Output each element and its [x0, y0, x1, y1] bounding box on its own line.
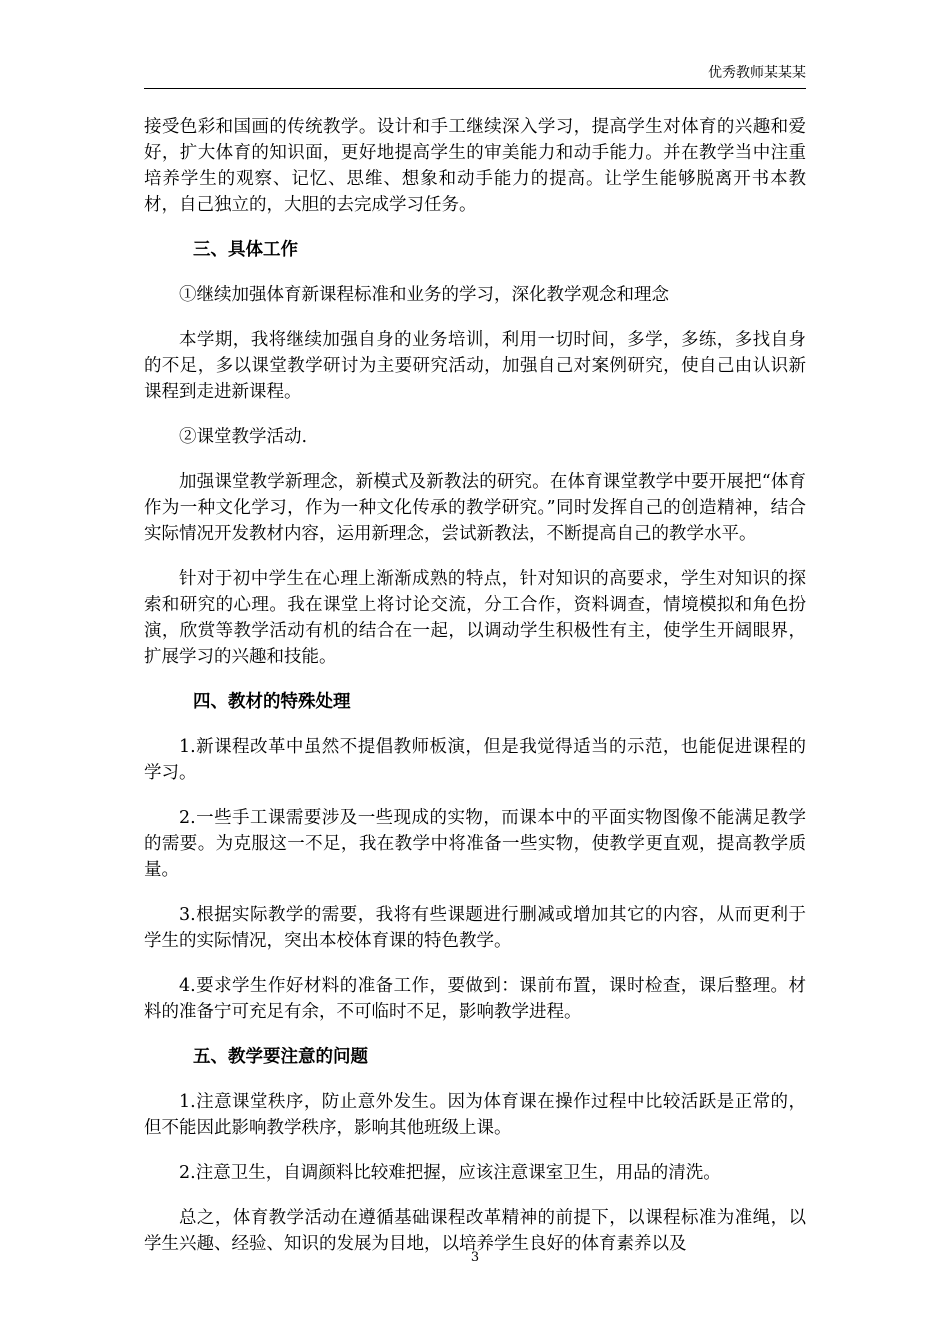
paragraph: ②课堂教学活动. — [179, 427, 308, 447]
paragraph: 加强课堂教学新理念，新模式及新教法的研究。在体育课堂教学中要开展把“体育作为一种文化学习，作为一种文化传承的教学研究。”同时发挥自己的创造精神，结合实际情况开发教材内容，运用新理念，尝试新教法，不断提高自己的教学水平。 — [144, 472, 806, 544]
paragraph: 4.要求学生作好材料的准备工作，要做到：课前布置，课时检查，课后整理。材料的准备宁可充足有余，不可临时不足，影响教学进程。 — [144, 976, 806, 1022]
section-heading: 三、具体工作 — [193, 240, 298, 260]
paragraph: 1.新课程改革中虽然不提倡教师板演，但是我觉得适当的示范，也能促进课程的学习。 — [144, 737, 806, 783]
paragraph: 2.注意卫生，自调颜料比较难把握，应该注意课室卫生，用品的清洗。 — [179, 1163, 721, 1183]
paragraph: 针对于初中学生在心理上渐渐成熟的特点，针对知识的高要求，学生对知识的探索和研究的心理。我在课堂上将讨论交流，分工合作，资料调查，情境模拟和角色扮演，欣赏等教学活动有机的结合在一起，以调动学生积极性有主，使学生开阔眼界，扩展学习的兴趣和技能。 — [144, 569, 806, 667]
header-rule — [144, 88, 806, 89]
paragraph: 本学期，我将继续加强自身的业务培训，利用一切时间，多学，多练，多找自身的不足，多以课堂教学研讨为主要研究活动，加强自己对案例研究，使自己由认识新课程到走进新课程。 — [144, 330, 806, 402]
paragraph: ①继续加强体育新课程标准和业务的学习，深化教学观念和理念 — [179, 285, 669, 305]
header-author: 优秀教师某某某 — [708, 65, 806, 81]
paragraph: 接受色彩和国画的传统教学。设计和手工继续深入学习，提高学生对体育的兴趣和爱好，扩大体育的知识面，更好地提高学生的审美能力和动手能力。并在教学当中注重培养学生的观察、记忆、思维、想象和动手能力的提高。让学生能够脱离开书本教材，自己独立的，大胆的去完成学习任务。 — [144, 117, 806, 215]
document-body — [144, 114, 806, 1257]
section-heading: 五、教学要注意的问题 — [193, 1047, 368, 1067]
paragraph: 1.注意课堂秩序，防止意外发生。因为体育课在操作过程中比较活跃是正常的，但不能因此影响教学秩序，影响其他班级上课。 — [144, 1092, 806, 1138]
paragraph: 总之，体育教学活动在遵循基础课程改革精神的前提下，以课程标准为准绳，以学生兴趣、经验、知识的发展为目地，以培养学生良好的体育素养以及 — [144, 1208, 806, 1254]
section-heading: 四、教材的特殊处理 — [193, 692, 351, 712]
page-number: 3 — [470, 1250, 480, 1265]
paragraph: 2.一些手工课需要涉及一些现成的实物，而课本中的平面实物图像不能满足教学的需要。为克服这一不足，我在教学中将准备一些实物，使教学更直观，提高教学质量。 — [144, 808, 806, 880]
paragraph: 3.根据实际教学的需要，我将有些课题进行删减或增加其它的内容，从而更利于学生的实际情况，突出本校体育课的特色教学。 — [144, 905, 806, 951]
